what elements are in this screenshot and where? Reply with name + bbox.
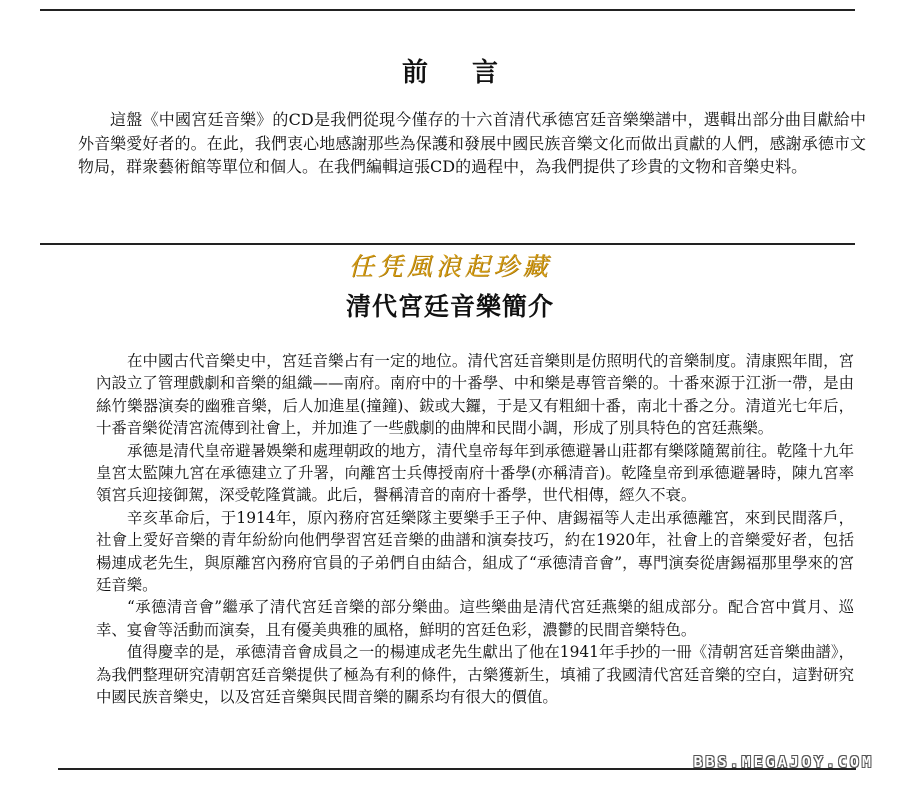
preface-body: 這盤《中國宮廷音樂》的CD是我們從現今僅存的十六首清代承德宮廷音樂樂譜中，選輯出部分曲目獻給中外音樂愛好者的。在此，我們衷心地感謝那些為保護和發展中國民族音樂文化而做出貢獻的人們，感謝承德市文物局，群衆藝術館等單位和個人。在我們編輯這張CD的過程中，為我們提供了珍貴的文物和音樂史料。	[78, 110, 866, 176]
intro-body	[96, 350, 854, 709]
calligraphy-heading: 任凭風浪起珍藏	[348, 252, 552, 281]
intro-title: 清代宮廷音樂簡介	[345, 292, 554, 321]
site-watermark: BBS.MEGAJOY.COM	[693, 753, 874, 771]
top-rule	[40, 9, 855, 11]
preface-title: 前言	[401, 58, 542, 88]
intro-paragraph-1: 在中國古代音樂史中，宮廷音樂占有一定的地位。清代宮廷音樂則是仿照明代的音樂制度。清康熙年間，宮內設立了管理戲劇和音樂的組織——南府。南府中的十番學、中和樂是專管音樂的。十番來源于江浙一帶，是由絲竹樂器演奏的幽雅音樂，后人加進星(撞鐘)、鈸或大鑼，于是又有粗細十番，南北十番之分。清道光七年后，十番音樂從清宮流傳到社會上，并加進了一些戲劇的曲牌和民間小調，形成了別具特色的宮廷燕樂。	[96, 352, 854, 438]
intro-paragraph-4: “承德清音會”繼承了清代宮廷音樂的部分樂曲。這些樂曲是清代宮廷燕樂的組成部分。配合宮中賞月、巡幸、宴會等活動而演奏，且有優美典雅的風格，鮮明的宮廷色彩，濃鬱的民間音樂特色。	[96, 598, 854, 639]
intro-paragraph-3: 辛亥革命后，于1914年，原內務府宮廷樂隊主要樂手王子仲、唐錫福等人走出承德離宮，來到民間落戶，社會上愛好音樂的青年紛紛向他們學習宮廷音樂的曲譜和演奏技巧，約在1920年，社會上的音樂愛好者，包括楊連成老先生，與原離宮內務府官員的子弟們自由結合，組成了“承德清音會”，專門演奏從唐錫福那里學來的宮廷音樂。	[96, 508, 854, 595]
intro-paragraph-2: 承德是清代皇帝避暑娛樂和處理朝政的地方，清代皇帝每年到承德避暑山莊都有樂隊隨駕前往。乾隆十九年皇宮太監陳九宮在承德建立了升署，向離宮士兵傳授南府十番學(亦稱清音)。乾隆皇帝到承德避暑時，陳九宮率領宮兵迎接御駕，深受乾隆賞識。此后，譽稱清音的南府十番學，世代相傳，經久不衰。	[96, 441, 854, 505]
section-divider	[40, 243, 855, 245]
intro-paragraph-5: 值得慶幸的是，承德清音會成員之一的楊連成老先生獻出了他在1941年手抄的一冊《清朝宮廷音樂曲譜》，為我們整理研究清朝宮廷音樂提供了極為有利的條件，古樂獲新生，填補了我國清代宮廷音樂的空白，這對研究中國民族音樂史，以及宮廷音樂與民間音樂的關系均有很大的價值。	[96, 643, 854, 707]
